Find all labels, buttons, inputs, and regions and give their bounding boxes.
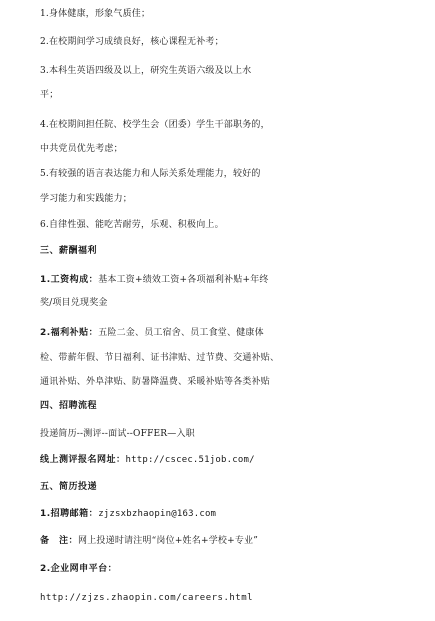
email-value[interactable]: zjzsxbzhaopin@163.com [98, 509, 217, 519]
salary-heading: 三、薪酬福利 [40, 246, 98, 256]
process-flow: 投递简历--测评--面试--OFFER—入职 [40, 429, 195, 439]
online-test-url[interactable]: http://cscec.51job.com/ [125, 455, 255, 465]
online-test-label: 线上测评报名网址： [40, 455, 126, 465]
platform-label: 2.企业网申平台： [40, 564, 118, 574]
note-line [40, 532, 435, 550]
resume-heading: 五、简历投递 [40, 482, 98, 492]
benefit-text-1: 五险二金、员工宿舍、员工食堂、健康体 [98, 328, 264, 338]
benefit-line-1 [40, 324, 435, 342]
wage-text-1: 基本工资+绩效工资+各项福利补贴+年终 [98, 275, 269, 285]
benefit-label: 2.福利补贴： [40, 328, 99, 338]
requirement-item-4-line-2: 中共党员优先考虑； [40, 144, 123, 154]
process-heading: 四、招聘流程 [40, 401, 98, 411]
requirement-item-5-line-2: 学习能力和实践能力； [40, 194, 133, 204]
note-label: 备 注： [40, 536, 79, 546]
wage-label: 1.工资构成： [40, 275, 99, 285]
requirement-item-2: 2.在校期间学习成绩良好，核心课程无补考； [40, 37, 224, 47]
email-line [40, 505, 435, 523]
requirement-item-4-line-1: 4.在校期间担任院、校学生会（团委）学生干部职务的， [40, 120, 270, 130]
wage-line-1 [40, 271, 435, 289]
benefit-line-3: 通讯补贴、外阜津贴、防暑降温费、采暖补贴等各类补贴 [40, 377, 271, 387]
benefit-line-2: 检、带薪年假、节日福利、证书津贴、过节费、交通补贴、 [40, 353, 280, 363]
wage-line-2: 奖/项目兑现奖金 [40, 298, 108, 308]
requirement-item-6: 6.自律性强、能吃苦耐劳，乐观、积极向上。 [40, 220, 224, 230]
online-test-line [40, 451, 435, 469]
email-label: 1.招聘邮箱： [40, 509, 99, 519]
requirement-item-1: 1.身体健康，形象气质佳； [40, 9, 151, 19]
requirement-item-3-line-1: 3.本科生英语四级及以上，研究生英语六级及以上水 [40, 66, 252, 76]
note-text: 网上投递时请注明“岗位+姓名+学校+专业” [78, 536, 259, 546]
requirement-item-3-line-2: 平； [40, 90, 59, 100]
requirement-item-5-line-1: 5.有较强的语言表达能力和人际关系处理能力，较好的 [40, 169, 261, 179]
platform-url[interactable]: http://zjzs.zhaopin.com/careers.html [40, 593, 254, 603]
